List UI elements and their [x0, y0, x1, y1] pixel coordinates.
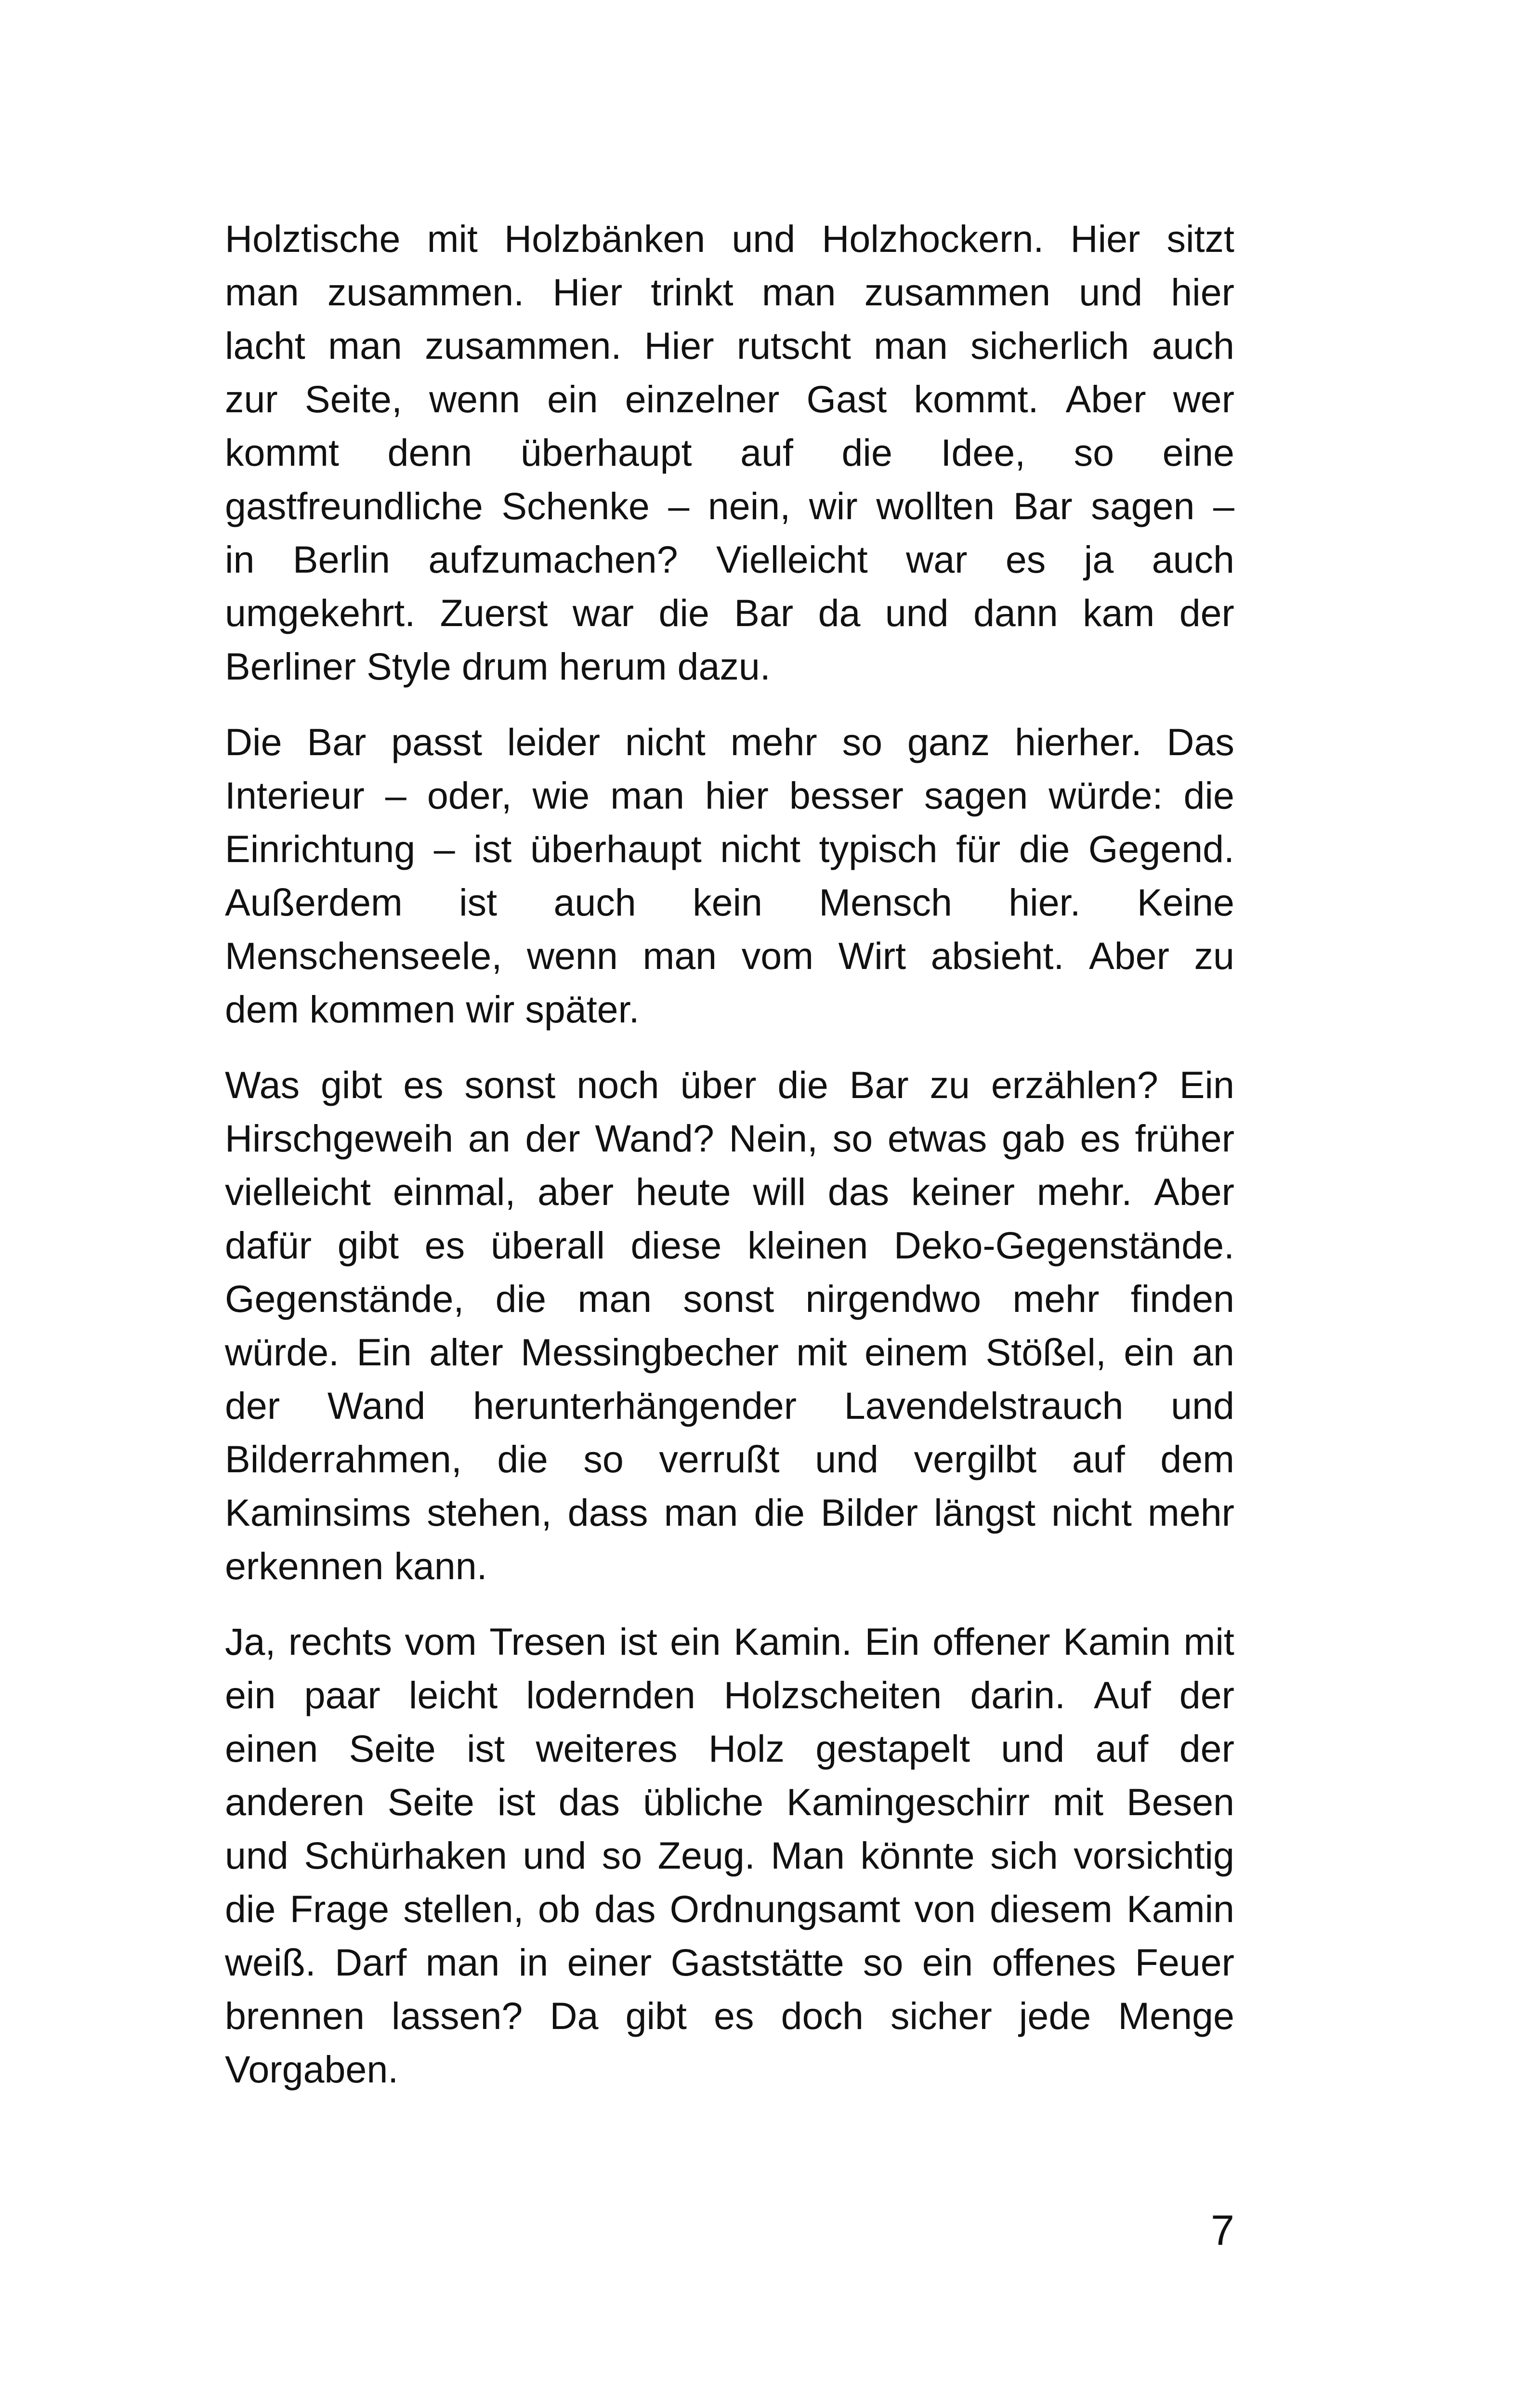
text-line: Was gibt es sonst noch über die Bar zu erzählen? Ein — [225, 1063, 1234, 1106]
text-line: Vorgaben. — [225, 2048, 399, 2091]
paragraph-2 — [225, 715, 1234, 1036]
text-line: Bilderrahmen, die so verrußt und vergilbt auf dem — [225, 1438, 1234, 1480]
text-line: anderen Seite ist das übliche Kamingeschirr mit Besen — [225, 1780, 1234, 1823]
text-line: erkennen kann. — [225, 1544, 487, 1587]
text-line: Gegenstände, die man sonst nirgendwo mehr finden — [225, 1277, 1234, 1320]
text-line: umgekehrt. Zuerst war die Bar da und dann kam der — [225, 591, 1234, 634]
text-line: brennen lassen? Da gibt es doch sicher jede Menge — [225, 1994, 1234, 2037]
text-line: lacht man zusammen. Hier rutscht man sicherlich auch — [225, 324, 1234, 367]
text-line: man zusammen. Hier trinkt man zusammen und hier — [225, 271, 1234, 314]
text-line: kommt denn überhaupt auf die Idee, so eine — [225, 431, 1234, 474]
text-line: Ja, rechts vom Tresen ist ein Kamin. Ein offener Kamin mit — [225, 1620, 1234, 1663]
text-line: und Schürhaken und so Zeug. Man könnte sich vorsichtig — [225, 1834, 1234, 1877]
text-line: ein paar leicht lodernden Holzscheiten darin. Auf der — [225, 1674, 1234, 1716]
text-line: dafür gibt es überall diese kleinen Deko-Gegenstände. — [225, 1224, 1234, 1267]
text-line: Berliner Style drum herum dazu. — [225, 645, 771, 688]
text-line: würde. Ein alter Messingbecher mit einem Stößel, ein an — [225, 1331, 1234, 1374]
text-line: vielleicht einmal, aber heute will das keiner mehr. Aber — [225, 1170, 1234, 1213]
text-line: der Wand herunterhängender Lavendelstrauch und — [225, 1384, 1234, 1427]
text-line: einen Seite ist weiteres Holz gestapelt und auf der — [225, 1727, 1234, 1770]
text-line: Menschenseele, wenn man vom Wirt absieht. Aber zu — [225, 934, 1234, 977]
text-line: dem kommen wir später. — [225, 988, 640, 1031]
paragraph-1 — [225, 212, 1234, 693]
text-line: Die Bar passt leider nicht mehr so ganz hierher. Das — [225, 720, 1234, 763]
text-line: Holztische mit Holzbänken und Holzhockern. Hier sitzt — [225, 217, 1234, 260]
text-line: Hirschgeweih an der Wand? Nein, so etwas gab es früher — [225, 1117, 1234, 1160]
text-line: Interieur – oder, wie man hier besser sagen würde: die — [225, 774, 1234, 817]
text-line: gastfreundliche Schenke – nein, wir wollten Bar sagen – — [225, 484, 1234, 527]
text-line: Einrichtung – ist überhaupt nicht typisch für die Gegend. — [225, 827, 1234, 870]
text-line: die Frage stellen, ob das Ordnungsamt von diesem Kamin — [225, 1887, 1234, 1930]
paragraph-3 — [225, 1058, 1234, 1593]
body-text — [225, 212, 1234, 2118]
text-line: zur Seite, wenn ein einzelner Gast kommt. Aber wer — [225, 378, 1234, 420]
text-line: Kaminsims stehen, dass man die Bilder längst nicht mehr — [225, 1491, 1234, 1534]
text-line: in Berlin aufzumachen? Vielleicht war es ja auch — [225, 538, 1234, 581]
paragraph-4 — [225, 1615, 1234, 2096]
text-line: Außerdem ist auch kein Mensch hier. Keine — [225, 881, 1234, 924]
page-number: 7 — [1211, 2206, 1234, 2254]
text-line: weiß. Darf man in einer Gaststätte so ein offenes Feuer — [225, 1941, 1234, 1984]
